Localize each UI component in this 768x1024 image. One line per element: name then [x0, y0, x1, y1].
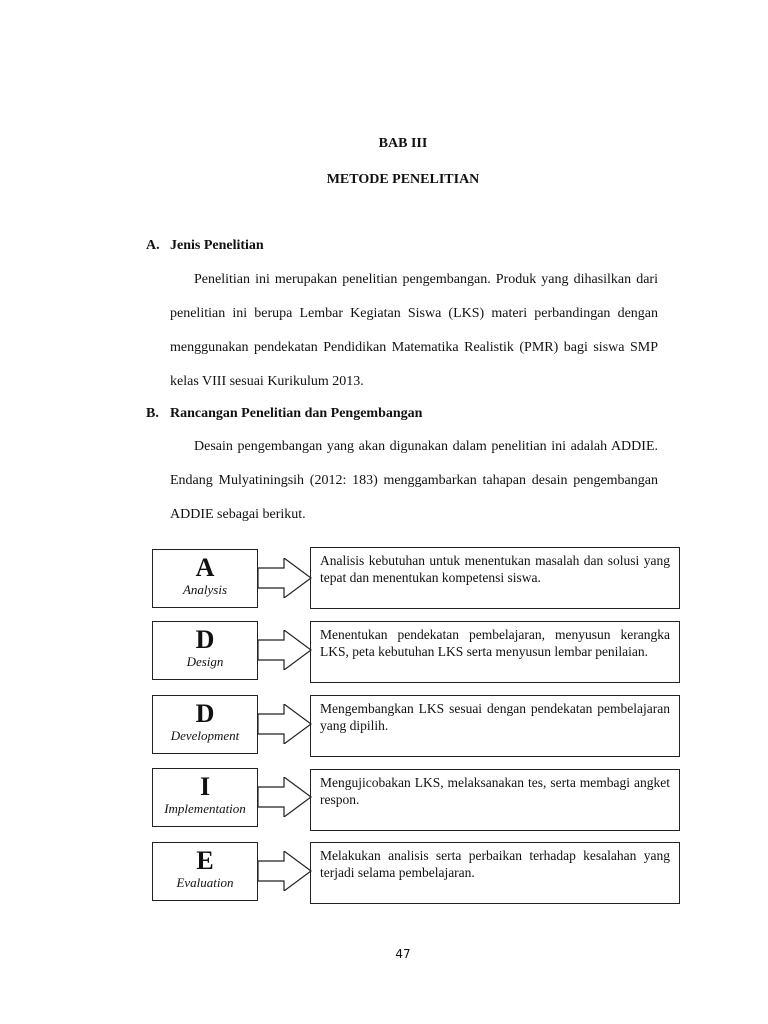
step-name: Development — [170, 728, 240, 743]
section-a-paragraph: Penelitian ini merupakan penelitian pengembangan. Produk yang dihasilkan dari penelitian ini berupa Lembar Kegiatan Siswa (LKS) materi perbandingan dengan menggunakan pendekatan Pendidikan Matematika Realistik (PMR) bagi siswa SMP kelas VIII sesuai Kurikulum 2013. — [170, 272, 658, 389]
arrow-right-icon — [258, 630, 312, 670]
arrow-right-icon — [258, 704, 312, 744]
arrow-right-icon — [258, 777, 312, 817]
step-name: Design — [186, 654, 224, 669]
step-box-evaluation — [152, 842, 258, 901]
step-name: Analysis — [182, 582, 228, 597]
step-description-analysis: Analisis kebutuhan untuk menentukan masalah dan solusi yang tepat dan menentukan kompetensi siswa. — [310, 547, 680, 609]
arrow-right-icon — [258, 851, 312, 891]
step-name: Implementation — [164, 801, 246, 816]
step-box-implementation — [152, 768, 258, 827]
step-letter: E — [196, 846, 214, 875]
section-b-heading — [146, 406, 422, 422]
section-b-letter: B. — [146, 406, 159, 421]
step-letter: A — [195, 553, 215, 582]
step-letter: D — [195, 625, 215, 654]
step-letter: D — [195, 699, 215, 728]
chapter-label: BAB III — [378, 136, 428, 151]
section-a-heading — [146, 238, 264, 254]
step-box-design — [152, 621, 258, 680]
step-name: Evaluation — [176, 875, 234, 890]
step-box-analysis — [152, 549, 258, 608]
page-number: 47 — [395, 947, 411, 961]
arrow-right-icon — [258, 558, 312, 598]
step-description-evaluation: Melakukan analisis serta perbaikan terhadap kesalahan yang terjadi selama pembelajaran. — [310, 842, 680, 904]
section-b-paragraph: Desain pengembangan yang akan digunakan dalam penelitian ini adalah ADDIE. Endang Mulyatiningsih (2012: 183) menggambarkan tahapan desain pengembangan ADDIE sebagai berikut. — [170, 439, 658, 522]
step-box-development — [152, 695, 258, 754]
section-a-title: Jenis Penelitian — [170, 238, 264, 253]
step-letter: I — [199, 772, 211, 801]
step-description-development: Mengembangkan LKS sesuai dengan pendekatan pembelajaran yang dipilih. — [310, 695, 680, 757]
section-a-letter: A. — [146, 238, 160, 253]
step-description-design: Menentukan pendekatan pembelajaran, menyusun kerangka LKS, peta kebutuhan LKS serta menyusun lembar penilaian. — [310, 621, 680, 683]
step-description-implementation: Mengujicobakan LKS, melaksanakan tes, serta membagi angket respon. — [310, 769, 680, 831]
chapter-title: METODE PENELITIAN — [326, 172, 480, 187]
section-b-title: Rancangan Penelitian dan Pengembangan — [170, 406, 423, 421]
